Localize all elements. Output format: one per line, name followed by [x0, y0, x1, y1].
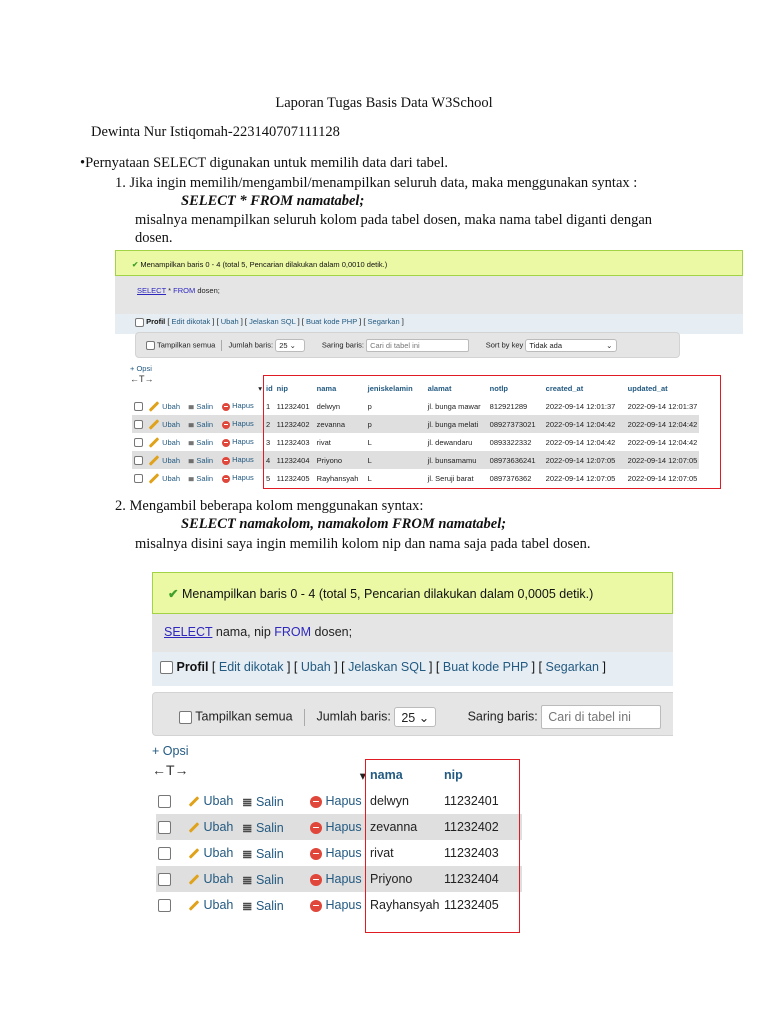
cell: 2022-09-14 12:07:05 [544, 451, 626, 469]
cell: 2022-09-14 12:07:05 [544, 469, 626, 487]
cell: 2022-09-14 12:04:42 [626, 415, 700, 433]
copy-button[interactable]: ≣ Salin [186, 451, 220, 469]
row-checkbox[interactable] [134, 456, 143, 465]
chevron-down-icon: ⌄ [418, 711, 430, 725]
delete-button[interactable]: Hapus [220, 415, 264, 433]
edit-button[interactable]: Ubah [186, 788, 240, 814]
phpmyadmin-screenshot-select-columns [152, 572, 673, 962]
chevron-down-icon: ⌄ [289, 341, 296, 350]
copy-icon: ≣ [188, 401, 195, 411]
check-icon: ✔ [132, 260, 139, 269]
cell: 11232403 [275, 433, 315, 451]
row-checkbox[interactable] [158, 847, 171, 860]
pencil-icon [189, 822, 200, 833]
cell: 11232402 [442, 814, 522, 840]
options-link[interactable]: + Opsi [130, 364, 152, 373]
copy-icon: ≣ [242, 846, 253, 861]
column-header[interactable]: nip [444, 768, 463, 782]
filter-label: Saring baris: [467, 709, 538, 724]
copy-icon: ≣ [242, 872, 253, 887]
phpmyadmin-screenshot-select-all [115, 250, 743, 490]
copy-button[interactable]: ≣ Salin [186, 469, 220, 487]
cell: 2022-09-14 12:04:42 [544, 415, 626, 433]
cell: p [366, 397, 426, 415]
cell: 11232401 [442, 788, 522, 814]
column-header[interactable]: nama [370, 768, 403, 782]
cell: 11232404 [275, 451, 315, 469]
show-all-label: Tampilkan semua [156, 340, 216, 350]
sql-table-name: dosen; [311, 625, 353, 639]
link-edit[interactable]: Ubah [300, 660, 331, 674]
rows-label: Jumlah baris: [228, 340, 274, 350]
query-links-bar: Profil [ Edit dikotak ] [ Ubah ] [ Jelaskan SQL ] [ Buat kode PHP ] [ Segarkan ] [115, 314, 743, 334]
pencil-icon [189, 796, 200, 807]
copy-icon: ≣ [188, 437, 195, 447]
divider [304, 709, 305, 726]
row-checkbox[interactable] [158, 821, 171, 834]
row-checkbox[interactable] [158, 899, 171, 912]
copy-button[interactable]: ≣ Salin [186, 415, 220, 433]
edit-button[interactable]: Ubah [186, 866, 240, 892]
cell: 0897376362 [488, 469, 544, 487]
cell: Priyono [315, 451, 366, 469]
delete-button[interactable]: Hapus [308, 814, 368, 840]
success-text: Menampilkan baris 0 - 4 (total 5, Pencarian dilakukan dalam 0,0010 detik.) [140, 260, 388, 269]
copy-icon: ≣ [188, 455, 195, 465]
link-refresh[interactable]: Segarkan [545, 660, 599, 674]
copy-icon: ≣ [242, 898, 253, 913]
copy-button[interactable]: ≣ Salin [186, 433, 220, 451]
delete-icon [310, 848, 322, 860]
syntax-select-columns: SELECT namakolom, namakolom FROM namatabel; [181, 516, 507, 532]
delete-button[interactable]: Hapus [308, 892, 368, 918]
edit-button[interactable]: Ubah [186, 892, 240, 918]
copy-icon: ≣ [242, 820, 253, 835]
cell: jl. Seruji barat [426, 469, 488, 487]
cell: 5 [264, 469, 275, 487]
pencil-icon [149, 473, 160, 484]
row-checkbox[interactable] [134, 438, 143, 447]
row-checkbox[interactable] [158, 873, 171, 886]
delete-button[interactable]: Hapus [220, 433, 264, 451]
cell: 08927373021 [488, 415, 544, 433]
column-header[interactable]: alamat [427, 383, 452, 393]
pencil-icon [189, 848, 200, 859]
pencil-icon [149, 437, 160, 448]
pencil-icon [189, 900, 200, 911]
delete-icon [222, 475, 230, 483]
cell: 2022-09-14 12:04:42 [544, 433, 626, 451]
copy-button[interactable]: ≣ Salin [240, 788, 308, 814]
cell: 1 [264, 397, 275, 415]
cell: 2 [264, 415, 275, 433]
cell: 2022-09-14 12:01:37 [626, 397, 700, 415]
table-navigation-bar [152, 692, 673, 736]
pencil-icon [149, 455, 160, 466]
delete-icon [222, 403, 230, 411]
link-create-php[interactable]: Buat kode PHP [305, 317, 358, 326]
cell: Rayhansyah [315, 469, 366, 487]
options-link[interactable]: + Opsi [152, 744, 189, 758]
cell: delwyn [315, 397, 366, 415]
delete-button[interactable]: Hapus [308, 840, 368, 866]
link-edit[interactable]: Ubah [220, 317, 239, 326]
edit-button[interactable]: Ubah [146, 397, 186, 415]
pencil-icon [149, 401, 160, 412]
list-item-2: 2. Mengambil beberapa kolom menggunakan syntax: [115, 498, 424, 514]
delete-icon [310, 822, 322, 834]
list-item-1: 1. Jika ingin memilih/mengambil/menampilkan seluruh data, maka menggunakan syntax : [115, 175, 638, 191]
column-header[interactable]: notlp [489, 383, 508, 393]
show-all-label: Tampilkan semua [195, 709, 293, 724]
column-header[interactable]: updated_at [627, 383, 668, 393]
delete-icon [310, 874, 322, 886]
cell: 2022-09-14 12:07:05 [626, 451, 700, 469]
cell: 3 [264, 433, 275, 451]
link-explain-sql[interactable]: Jelaskan SQL [249, 317, 296, 326]
link-refresh[interactable]: Segarkan [367, 317, 400, 326]
author-line: Dewinta Nur Istiqomah-223140707111128 [91, 124, 340, 140]
sql-keyword-select[interactable]: SELECT [137, 286, 167, 295]
delete-button[interactable]: Hapus [220, 397, 264, 415]
cell: jl. bunga mawar [426, 397, 488, 415]
highlight-box [263, 375, 721, 489]
profil-checkbox[interactable] [160, 661, 173, 674]
cell: 4 [264, 451, 275, 469]
link-explain-sql[interactable]: Jelaskan SQL [348, 660, 426, 674]
cell: zevanna [368, 814, 442, 840]
cell: 11232403 [442, 840, 522, 866]
profil-label: Profil [146, 317, 166, 326]
cell: L [366, 451, 426, 469]
sql-query-box [152, 614, 673, 652]
edit-button[interactable]: Ubah [146, 469, 186, 487]
copy-icon: ≣ [188, 419, 195, 429]
edit-button[interactable]: Ubah [146, 415, 186, 433]
document-title: Laporan Tugas Basis Data W3School [275, 95, 493, 111]
cell: 2022-09-14 12:01:37 [544, 397, 626, 415]
column-arrows[interactable]: ←T→ [130, 374, 154, 384]
rows-select[interactable]: 25 ⌄ [394, 707, 436, 727]
link-create-php[interactable]: Buat kode PHP [442, 660, 529, 674]
cell: 2022-09-14 12:04:42 [626, 433, 700, 451]
paragraph-1-line-2: dosen. [135, 230, 173, 246]
paragraph-1-line-1: misalnya menampilkan seluruh kolom pada tabel dosen, maka nama tabel diganti dengan [135, 212, 653, 228]
cell: 11232405 [442, 892, 522, 918]
pencil-icon [189, 874, 200, 885]
cell: rivat [315, 433, 366, 451]
cell: Priyono [368, 866, 442, 892]
sql-keyword-from: FROM [173, 286, 196, 295]
delete-button[interactable]: Hapus [220, 469, 264, 487]
divider [221, 340, 222, 351]
row-checkbox[interactable] [158, 795, 171, 808]
profil-checkbox[interactable] [135, 318, 144, 327]
rows-label: Jumlah baris: [316, 709, 391, 724]
sort-select[interactable]: Tidak ada ⌄ [525, 339, 617, 352]
delete-button[interactable]: Hapus [308, 788, 368, 814]
cell: 08973636241 [488, 451, 544, 469]
delete-icon [222, 439, 230, 447]
column-arrows[interactable]: ←T→ [152, 762, 189, 778]
show-all-checkbox[interactable] [179, 711, 192, 724]
success-message [152, 572, 673, 614]
sql-columns: nama, nip [212, 625, 275, 639]
edit-button[interactable]: Ubah [146, 451, 186, 469]
filter-input[interactable]: Cari di tabel ini [541, 705, 661, 729]
sort-label: Sort by key [485, 340, 524, 350]
paragraph-2: misalnya disini saya ingin memilih kolom nip dan nama saja pada tabel dosen. [135, 536, 591, 552]
filter-input[interactable]: Cari di tabel ini [366, 339, 469, 352]
copy-icon: ≣ [188, 473, 195, 483]
cell: jl. dewandaru [426, 433, 488, 451]
pencil-icon [149, 419, 160, 430]
column-header[interactable]: id [266, 383, 273, 393]
sort-icon[interactable]: ▾ [258, 383, 262, 393]
column-header[interactable]: jeniskelamin [367, 383, 413, 393]
cell: L [366, 433, 426, 451]
sort-icon[interactable]: ▾ [359, 768, 366, 783]
table-navigation-bar [135, 332, 680, 358]
cell: jl. bunsamamu [426, 451, 488, 469]
sql-query-box [115, 276, 743, 314]
edit-button[interactable]: Ubah [186, 814, 240, 840]
query-links-bar: Profil [ Edit dikotak ] [ Ubah ] [ Jelaskan SQL ] [ Buat kode PHP ] [ Segarkan ] [152, 652, 673, 686]
cell: 11232401 [275, 397, 315, 415]
row-checkbox[interactable] [134, 402, 143, 411]
delete-icon [310, 900, 322, 912]
copy-button[interactable]: ≣ Salin [240, 892, 308, 918]
show-all-checkbox[interactable] [146, 341, 155, 350]
sql-keyword-select[interactable]: SELECT [164, 625, 213, 639]
select-statement-bullet: •Pernyataan SELECT digunakan untuk memilih data dari tabel. [80, 155, 449, 171]
highlight-box [365, 759, 520, 933]
cell: p [366, 415, 426, 433]
delete-button[interactable]: Hapus [308, 866, 368, 892]
row-checkbox[interactable] [134, 420, 143, 429]
chevron-down-icon: ⌄ [606, 341, 613, 350]
column-header[interactable]: nama [316, 383, 337, 393]
cell: Rayhansyah [368, 892, 442, 918]
sql-table-name: dosen; [195, 286, 220, 295]
sql-columns: * [166, 286, 174, 295]
success-message [115, 250, 743, 276]
cell: jl. bunga melati [426, 415, 488, 433]
cell: 2022-09-14 12:07:05 [626, 469, 700, 487]
link-edit-inline[interactable]: Edit dikotak [171, 317, 211, 326]
link-edit-inline[interactable]: Edit dikotak [218, 660, 284, 674]
profil-label: Profil [176, 660, 209, 674]
cell: 11232404 [442, 866, 522, 892]
cell: 11232405 [275, 469, 315, 487]
row-checkbox[interactable] [134, 474, 143, 483]
delete-icon [222, 421, 230, 429]
check-icon: ✔ [168, 587, 179, 601]
delete-icon [310, 796, 322, 808]
rows-select[interactable]: 25 ⌄ [275, 339, 305, 352]
filter-label: Saring baris: [321, 340, 364, 350]
cell: 0893322332 [488, 433, 544, 451]
copy-button[interactable]: ≣ Salin [240, 814, 308, 840]
edit-button[interactable]: Ubah [146, 433, 186, 451]
cell: L [366, 469, 426, 487]
delete-button[interactable]: Hapus [220, 451, 264, 469]
copy-button[interactable]: ≣ Salin [240, 840, 308, 866]
cell: 11232402 [275, 415, 315, 433]
column-header[interactable]: nip [276, 383, 288, 393]
cell: zevanna [315, 415, 366, 433]
cell: 812921289 [488, 397, 544, 415]
success-text: Menampilkan baris 0 - 4 (total 5, Pencarian dilakukan dalam 0,0005 detik.) [181, 587, 594, 601]
edit-button[interactable]: Ubah [186, 840, 240, 866]
cell: rivat [368, 840, 442, 866]
copy-icon: ≣ [242, 794, 253, 809]
delete-icon [222, 457, 230, 465]
syntax-select-all: SELECT * FROM namatabel; [181, 193, 365, 209]
copy-button[interactable]: ≣ Salin [240, 866, 308, 892]
cell: delwyn [368, 788, 442, 814]
column-header[interactable]: created_at [545, 383, 584, 393]
sql-keyword-from: FROM [274, 625, 312, 639]
copy-button[interactable]: ≣ Salin [186, 397, 220, 415]
